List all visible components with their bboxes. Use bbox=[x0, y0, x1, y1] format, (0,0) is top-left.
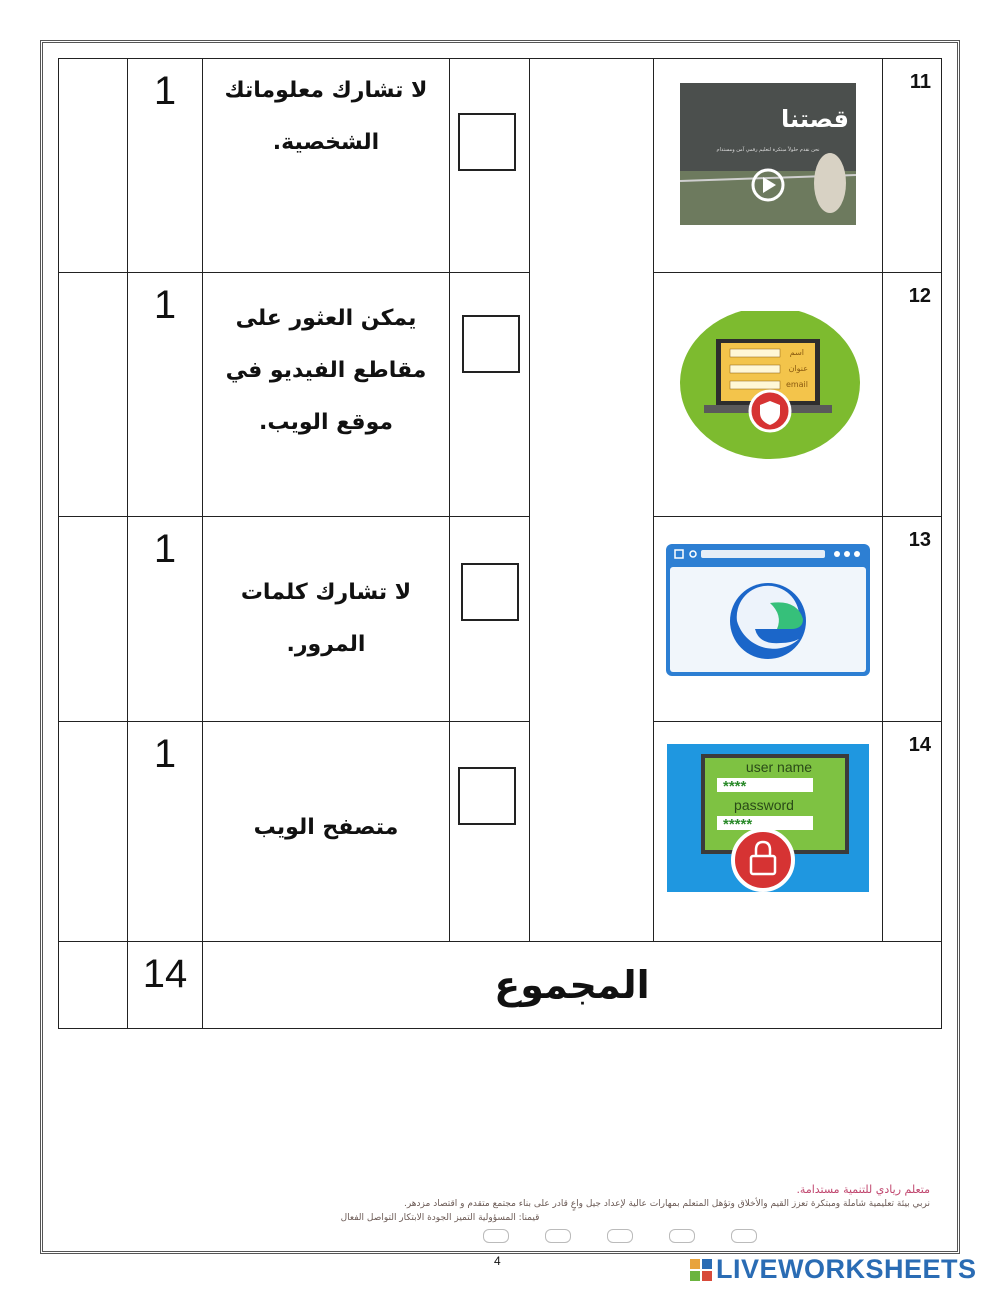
answer-cell bbox=[450, 59, 530, 273]
web-browser-image bbox=[665, 543, 871, 677]
brand-name: LIVEWORKSHEETS bbox=[716, 1254, 977, 1284]
page-number: 4 bbox=[494, 1254, 501, 1268]
blank-cell bbox=[59, 722, 128, 942]
score-cell: 1 bbox=[128, 59, 203, 273]
answer-cell bbox=[450, 273, 530, 517]
value-icon bbox=[731, 1229, 757, 1243]
value-icon bbox=[607, 1229, 633, 1243]
password-value: ***** bbox=[723, 816, 753, 833]
shield-icon bbox=[750, 391, 790, 431]
form-label-name: اسم bbox=[789, 348, 804, 357]
secure-form-laptop-image bbox=[668, 311, 868, 461]
image-cell bbox=[654, 59, 883, 273]
blank-cell bbox=[59, 273, 128, 517]
table-row bbox=[59, 59, 942, 273]
form-label-email: email bbox=[785, 380, 808, 389]
lock-icon bbox=[733, 830, 793, 890]
story-title: قصتنا bbox=[781, 105, 849, 133]
video-story-image bbox=[680, 83, 856, 225]
answer-box[interactable] bbox=[461, 563, 519, 621]
total-label: المجموع bbox=[203, 942, 942, 1029]
blank-cell bbox=[59, 59, 128, 273]
row-text: لا تشارك معلوماتك الشخصية. bbox=[203, 59, 450, 273]
value-icon bbox=[545, 1229, 571, 1243]
answer-cell bbox=[450, 517, 530, 722]
table-row bbox=[59, 722, 942, 942]
footer-mission: نربي بيئة تعليمية شاملة ومبتكرة تعزز القيم والأخلاق وتؤهل المتعلم بمهارات عالية لإعداد جيل واعٍ قادر على بناء مجتمع متقدم و اقتصاد مزدهر. bbox=[403, 1199, 930, 1209]
row-number: 14 bbox=[883, 722, 942, 942]
table-row bbox=[59, 273, 942, 517]
answer-cell bbox=[450, 722, 530, 942]
brand-logo[interactable] bbox=[690, 1254, 977, 1285]
total-row bbox=[59, 942, 942, 1029]
password-label: password bbox=[734, 797, 794, 813]
username-label: user name bbox=[745, 759, 813, 775]
answer-box[interactable] bbox=[462, 315, 520, 373]
image-cell bbox=[654, 517, 883, 722]
form-label-address: عنوان bbox=[788, 364, 808, 373]
footer-values: قيمنا: المسؤولية التميز الجودة الابتكار التواصل الفعال bbox=[340, 1213, 540, 1223]
row-number: 11 bbox=[883, 59, 942, 273]
row-text: لا تشارك كلمات المرور. bbox=[203, 517, 450, 722]
footer bbox=[70, 1183, 930, 1243]
table-row bbox=[59, 517, 942, 722]
row-number: 12 bbox=[883, 273, 942, 517]
image-cell bbox=[654, 273, 883, 517]
login-lock-image bbox=[667, 744, 869, 892]
answer-box[interactable] bbox=[458, 767, 516, 825]
score-cell: 1 bbox=[128, 517, 203, 722]
score-cell: 1 bbox=[128, 722, 203, 942]
liveworksheets-icon bbox=[690, 1259, 712, 1281]
row-number: 13 bbox=[883, 517, 942, 722]
footer-vision: متعلم ريادي للتنمية مستدامة. bbox=[796, 1183, 930, 1196]
row-text: متصفح الويب bbox=[203, 722, 450, 942]
footer-value-icons bbox=[310, 1229, 930, 1243]
score-cell: 1 bbox=[128, 273, 203, 517]
username-value: **** bbox=[723, 778, 747, 795]
image-cell bbox=[654, 722, 883, 942]
value-icon bbox=[483, 1229, 509, 1243]
row-text: يمكن العثور على مقاطع الفيديو في موقع الويب. bbox=[203, 273, 450, 517]
total-score: 14 bbox=[128, 942, 203, 1029]
story-subtitle: نحن نقدم حلولاً مبتكرة لتعليم رقمي آمن ومستدام bbox=[716, 147, 820, 153]
browser-icon bbox=[730, 583, 806, 659]
value-icon bbox=[669, 1229, 695, 1243]
blank-cell bbox=[59, 942, 128, 1029]
answer-box[interactable] bbox=[458, 113, 516, 171]
match-column bbox=[530, 59, 654, 942]
worksheet-table bbox=[58, 58, 942, 1029]
blank-cell bbox=[59, 517, 128, 722]
